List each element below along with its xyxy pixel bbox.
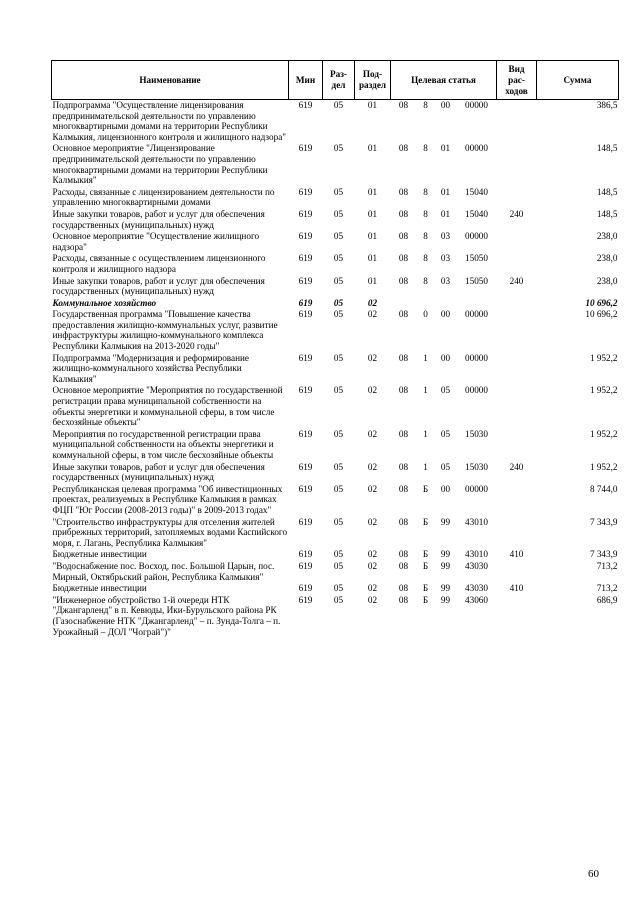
table-row <box>52 385 619 428</box>
cell-podrazdel: 01 <box>367 208 378 219</box>
cell-name: Иные закупки товаров, работ и услуг для обеспечения государственных (муниципальных) нужд <box>52 208 265 230</box>
header-razdel: Раз- дел <box>323 61 355 100</box>
header-vid: Вид рас- ходов <box>497 61 537 100</box>
cell-target-code: 15040 <box>465 186 488 197</box>
cell-target-subprogram: Б <box>422 583 429 594</box>
cell-target-event: 99 <box>440 516 451 527</box>
cell-target-subprogram: 1 <box>423 352 428 363</box>
cell-min: 619 <box>298 385 313 396</box>
cell-target-event: 01 <box>440 143 451 154</box>
cell-min: 619 <box>298 208 313 219</box>
cell-target-program: 08 <box>398 428 409 439</box>
cell-min: 619 <box>298 231 313 242</box>
cell-name: "Водоснабжение пос. Восход, пос. Большой Царын, пос. Мирный, Октябрьский район, Республика Калмыкия" <box>52 560 275 582</box>
cell-name: Подпрограмма "Осуществление лицензирования предпринимательской деятельности по управлению многоквартирными домами на территории Республики Калмыкия, лицензионного контроля и жилищного надзора" <box>52 100 287 142</box>
cell-razdel: 05 <box>333 583 344 594</box>
cell-vid <box>497 517 537 550</box>
cell-target-event <box>435 298 457 310</box>
cell-razdel: 05 <box>333 594 344 605</box>
cell-min: 619 <box>298 560 313 571</box>
budget-table <box>51 60 619 638</box>
cell-sum: 713,2 <box>596 583 618 594</box>
cell-razdel: 05 <box>333 461 344 472</box>
cell-target-event: 05 <box>440 461 451 472</box>
cell-min: 619 <box>298 483 313 494</box>
cell-sum: 7 343,9 <box>589 516 618 527</box>
cell-vid <box>497 595 537 638</box>
cell-min: 619 <box>298 516 313 527</box>
cell-razdel: 05 <box>333 428 344 439</box>
cell-vid: 240 <box>509 461 524 472</box>
cell-razdel: 05 <box>333 549 344 560</box>
cell-razdel: 05 <box>333 297 344 308</box>
header-sum: Сумма <box>537 61 619 100</box>
cell-razdel: 05 <box>333 483 344 494</box>
cell-min: 619 <box>298 461 313 472</box>
cell-sum: 1 952,2 <box>589 428 618 439</box>
cell-podrazdel: 02 <box>367 549 378 560</box>
table-body <box>52 100 619 639</box>
cell-sum: 238,0 <box>596 275 618 286</box>
cell-razdel: 05 <box>333 143 344 154</box>
cell-target-program: 08 <box>398 461 409 472</box>
table-row <box>52 298 619 310</box>
cell-sum: 1 952,2 <box>589 385 618 396</box>
cell-name: "Инженерное обустройство 1-й очереди НТК "Джангарленд" в п. Кевюды, Ики-Бурульского района РК (Газоснабжение НТК "Джангарленд" – п. Зунда-Толга – п. Урожайный – ДОЛ "Чограй")" <box>52 594 281 637</box>
cell-target-code: 00000 <box>465 231 488 242</box>
cell-target-program: 08 <box>398 143 409 154</box>
cell-name: Подпрограмма "Модернизация и реформирование жилищно-коммунального хозяйства Республики Калмыкия" <box>52 352 250 384</box>
cell-min: 619 <box>298 594 313 605</box>
cell-podrazdel: 02 <box>367 594 378 605</box>
table-row <box>52 462 619 484</box>
cell-podrazdel: 02 <box>367 428 378 439</box>
cell-target-event: 05 <box>440 428 451 439</box>
table-header-row <box>52 61 619 100</box>
table-row <box>52 517 619 550</box>
cell-name: Основное мероприятие "Лицензирование предпринимательской деятельности по управлению многоквартирными домами на территории Республики Калмыкия" <box>52 143 268 186</box>
cell-razdel: 05 <box>333 100 344 110</box>
cell-podrazdel: 02 <box>367 352 378 363</box>
table-row <box>52 561 619 583</box>
cell-target-event: 99 <box>440 549 451 560</box>
cell-sum: 713,2 <box>596 560 618 571</box>
cell-podrazdel: 02 <box>367 583 378 594</box>
header-podrazdel: Под- раздел <box>355 61 391 100</box>
cell-target-program <box>391 298 417 310</box>
cell-vid <box>497 253 537 275</box>
cell-razdel: 05 <box>333 186 344 197</box>
cell-target-program: 08 <box>398 208 409 219</box>
cell-min: 619 <box>298 352 313 363</box>
cell-vid <box>497 385 537 428</box>
cell-target-program: 08 <box>398 231 409 242</box>
cell-target-program: 08 <box>398 549 409 560</box>
cell-target-event: 01 <box>440 208 451 219</box>
cell-target-program: 08 <box>398 100 409 110</box>
cell-target-subprogram: 8 <box>423 100 428 110</box>
cell-podrazdel: 01 <box>367 231 378 242</box>
cell-target-code: 43030 <box>465 583 488 594</box>
cell-vid: 240 <box>509 275 524 286</box>
cell-sum: 148,5 <box>596 143 618 154</box>
cell-min: 619 <box>298 549 313 560</box>
cell-target-program: 08 <box>398 594 409 605</box>
cell-target-program: 08 <box>398 583 409 594</box>
table-row <box>52 353 619 386</box>
cell-min: 619 <box>298 275 313 286</box>
table-row <box>52 429 619 462</box>
cell-name: Иные закупки товаров, работ и услуг для обеспечения государственных (муниципальных) нужд <box>52 461 265 483</box>
cell-razdel: 05 <box>333 231 344 242</box>
table-row <box>52 484 619 517</box>
cell-vid: 410 <box>509 583 524 594</box>
cell-sum: 10 696,2 <box>585 297 618 308</box>
table-row <box>52 187 619 209</box>
cell-min: 619 <box>298 428 313 439</box>
cell-target-event: 00 <box>440 483 451 494</box>
cell-target-program: 08 <box>398 560 409 571</box>
cell-target-code: 15030 <box>465 461 488 472</box>
cell-name: Мероприятия по государственной регистрации права муниципальной собственности на объекты энергетики и коммунальной сферы, в том числе бесхозяйные объекты <box>52 428 274 460</box>
header-target: Целевая статья <box>391 61 497 100</box>
cell-target-event: 99 <box>440 560 451 571</box>
table-row <box>52 549 619 561</box>
cell-target-code: 00000 <box>465 385 488 396</box>
cell-target-code: 15030 <box>465 428 488 439</box>
cell-sum: 7 343,9 <box>589 549 618 560</box>
cell-target-event: 00 <box>440 352 451 363</box>
cell-vid <box>497 100 537 144</box>
table-row <box>52 276 619 298</box>
cell-podrazdel: 02 <box>367 461 378 472</box>
cell-target-subprogram: 8 <box>423 186 428 197</box>
cell-target-subprogram: Б <box>422 594 429 605</box>
cell-target-code: 15050 <box>465 275 488 286</box>
cell-sum: 1 952,2 <box>589 352 618 363</box>
cell-vid <box>497 429 537 462</box>
cell-target-code: 43010 <box>465 516 488 527</box>
cell-target-subprogram: 8 <box>423 253 428 264</box>
cell-sum: 148,5 <box>596 186 618 197</box>
table-row <box>52 209 619 231</box>
cell-name: "Строительство инфраструктуры для отселения жителей прибрежных территорий, затопляемых водами Каспийского моря, г. Лагань, Республика Калмыкия" <box>52 516 288 548</box>
cell-target-program: 08 <box>398 309 409 320</box>
cell-name: Иные закупки товаров, работ и услуг для обеспечения государственных (муниципальных) нужд <box>52 275 265 297</box>
cell-target-program: 08 <box>398 352 409 363</box>
cell-target-event: 99 <box>440 594 451 605</box>
cell-target-program: 08 <box>398 516 409 527</box>
header-name: Наименование <box>52 61 289 100</box>
cell-target-code: 00000 <box>465 100 488 110</box>
cell-sum: 1 952,2 <box>589 461 618 472</box>
cell-podrazdel: 01 <box>367 143 378 154</box>
cell-razdel: 05 <box>333 385 344 396</box>
cell-podrazdel: 01 <box>367 186 378 197</box>
cell-vid <box>497 143 537 186</box>
cell-target-subprogram: 0 <box>423 309 428 320</box>
cell-razdel: 05 <box>333 275 344 286</box>
page-number: 60 <box>588 868 599 880</box>
table-row <box>52 309 619 352</box>
cell-name: Расходы, связанные с лицензированием деятельности по управлению многоквартирными домами <box>52 186 275 208</box>
cell-vid <box>497 187 537 209</box>
cell-target-code: 00000 <box>465 352 488 363</box>
cell-podrazdel: 02 <box>367 483 378 494</box>
cell-target-event: 03 <box>440 231 451 242</box>
cell-vid <box>497 309 537 352</box>
cell-vid <box>497 561 537 583</box>
cell-target-code: 43010 <box>465 549 488 560</box>
table-row <box>52 143 619 186</box>
cell-podrazdel: 02 <box>367 560 378 571</box>
cell-sum: 238,0 <box>596 231 618 242</box>
cell-razdel: 05 <box>333 309 344 320</box>
cell-target-event: 03 <box>440 275 451 286</box>
cell-podrazdel: 01 <box>367 100 378 110</box>
cell-razdel: 05 <box>333 516 344 527</box>
cell-target-code: 00000 <box>465 483 488 494</box>
cell-vid <box>497 231 537 253</box>
cell-target-program: 08 <box>398 483 409 494</box>
cell-vid <box>497 484 537 517</box>
cell-podrazdel: 02 <box>367 516 378 527</box>
cell-target-subprogram: 8 <box>423 208 428 219</box>
cell-razdel: 05 <box>333 208 344 219</box>
cell-target-code: 00000 <box>465 143 488 154</box>
cell-podrazdel: 02 <box>367 309 378 320</box>
table-row <box>52 253 619 275</box>
cell-sum: 386,5 <box>596 100 618 110</box>
cell-target-subprogram: Б <box>422 483 429 494</box>
cell-target-program: 08 <box>398 275 409 286</box>
cell-name: Республиканская целевая программа "Об инвестиционных проектах, реализуемых в Республике Калмыкия в рамках ФЦП "Юг России (2008-2013 годы)" в 2009-2013 годах" <box>52 483 283 515</box>
cell-target-subprogram: 8 <box>423 143 428 154</box>
cell-target-subprogram: 1 <box>423 385 428 396</box>
cell-target-event: 05 <box>440 385 451 396</box>
cell-vid <box>497 298 537 310</box>
cell-name: Бюджетные инвестиции <box>52 549 147 560</box>
cell-target-subprogram: 1 <box>423 461 428 472</box>
cell-sum: 8 744,0 <box>589 483 618 494</box>
cell-target-event: 01 <box>440 186 451 197</box>
table-row <box>52 100 619 144</box>
cell-target-subprogram <box>417 298 435 310</box>
cell-target-event: 00 <box>440 309 451 320</box>
cell-min: 619 <box>298 253 313 264</box>
table-row <box>52 231 619 253</box>
cell-sum: 10 696,2 <box>585 309 618 320</box>
cell-min: 619 <box>298 186 313 197</box>
cell-target-event: 99 <box>440 583 451 594</box>
cell-target-subprogram: Б <box>422 560 429 571</box>
cell-target-code: 15040 <box>465 208 488 219</box>
cell-target-subprogram: Б <box>422 549 429 560</box>
table-row <box>52 583 619 595</box>
header-min: Мин <box>289 61 323 100</box>
cell-target-program: 08 <box>398 253 409 264</box>
cell-target-subprogram: 1 <box>423 428 428 439</box>
cell-vid: 240 <box>509 208 524 219</box>
cell-target-code <box>457 298 497 310</box>
cell-name: Бюджетные инвестиции <box>52 583 147 594</box>
cell-razdel: 05 <box>333 253 344 264</box>
cell-min: 619 <box>298 143 313 154</box>
cell-target-code: 15050 <box>465 253 488 264</box>
cell-sum: 148,5 <box>596 208 618 219</box>
cell-sum: 686,9 <box>596 594 618 605</box>
cell-min: 619 <box>298 583 313 594</box>
cell-target-program: 08 <box>398 186 409 197</box>
cell-target-code: 43060 <box>465 594 488 605</box>
cell-target-code: 00000 <box>465 309 488 320</box>
cell-podrazdel: 02 <box>367 297 378 308</box>
cell-target-subprogram: 8 <box>423 275 428 286</box>
cell-podrazdel: 01 <box>367 275 378 286</box>
table-row <box>52 595 619 638</box>
cell-razdel: 05 <box>333 560 344 571</box>
cell-name: Коммунальное хозяйство <box>52 297 157 308</box>
cell-target-code: 43030 <box>465 560 488 571</box>
cell-target-subprogram: Б <box>422 516 429 527</box>
cell-min: 619 <box>298 309 313 320</box>
cell-min: 619 <box>298 100 313 110</box>
cell-name: Основное мероприятие "Осуществление жилищного надзора" <box>52 231 260 252</box>
cell-name: Государственная программа "Повышение качества предоставления жилищно-коммунальных услуг, развитие инфраструктуры жилищно-коммунального комплекса Республики Калмыкия на 2013-2020 годы" <box>52 309 278 352</box>
cell-min: 619 <box>298 297 313 308</box>
cell-vid <box>497 353 537 386</box>
cell-target-subprogram: 8 <box>423 231 428 242</box>
cell-target-program: 08 <box>398 385 409 396</box>
cell-name: Основное мероприятие "Мероприятия по государственной регистрации права муниципальной собственности на объекты энергетики и коммунальной сферы, в том числе бесхозяйные объекты" <box>52 385 283 428</box>
cell-target-event: 00 <box>440 100 451 110</box>
cell-podrazdel: 02 <box>367 385 378 396</box>
cell-sum: 238,0 <box>596 253 618 264</box>
cell-razdel: 05 <box>333 352 344 363</box>
cell-podrazdel: 01 <box>367 253 378 264</box>
cell-vid: 410 <box>509 549 524 560</box>
cell-target-event: 03 <box>440 253 451 264</box>
cell-name: Расходы, связанные с осуществлением лицензионного контроля и жилищного надзора <box>52 253 266 274</box>
